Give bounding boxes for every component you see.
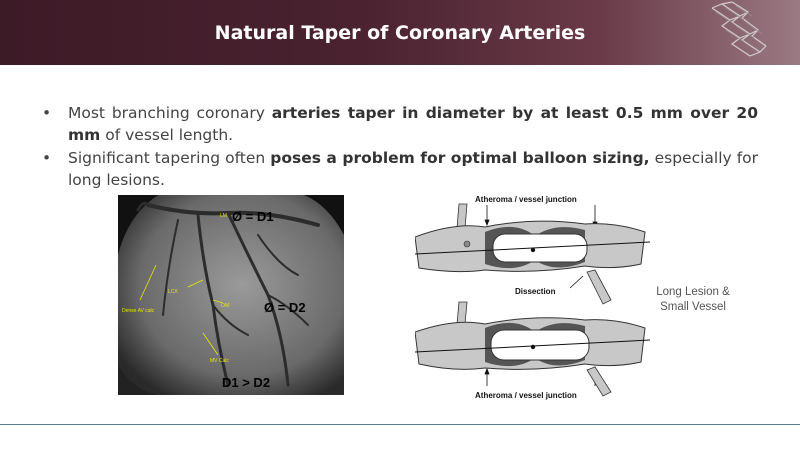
lcx-annotation: LCX — [168, 289, 178, 295]
angiogram-image — [118, 195, 344, 395]
d1-label: Ø = D1 — [232, 209, 274, 224]
d2-label: Ø = D2 — [264, 300, 306, 315]
title-bar — [0, 0, 800, 65]
balloon-diagram — [415, 192, 655, 404]
lesion-caption: Long Lesion & Small Vessel — [656, 286, 730, 313]
bullet-item: • Significant tapering often poses a problem for optimal balloon sizing, especially for long lesions. — [42, 149, 759, 189]
label-dissection: Dissection — [515, 287, 556, 296]
mv-calc-annotation: MV Calc — [210, 358, 229, 364]
lm-annotation: LM — [220, 213, 227, 219]
vessel-bottom — [415, 302, 650, 396]
footer-divider — [0, 424, 800, 425]
stent-image — [700, 0, 790, 65]
om-annotation: OM — [221, 303, 230, 309]
slide-title: Natural Taper of Coronary Arteries — [214, 22, 586, 44]
label-atheroma-top: Atheroma / vessel junction — [475, 195, 577, 204]
bullet-item: • Most branching coronary arteries taper in diameter by at least 0.5 mm over 20 mm of vessel length. — [42, 104, 758, 144]
d1-d2-label: D1 > D2 — [222, 375, 271, 390]
bullet-list — [42, 102, 758, 192]
av-calc-annotation: Dense AV calc — [122, 308, 155, 314]
label-atheroma-bottom: Atheroma / vessel junction — [475, 391, 577, 400]
